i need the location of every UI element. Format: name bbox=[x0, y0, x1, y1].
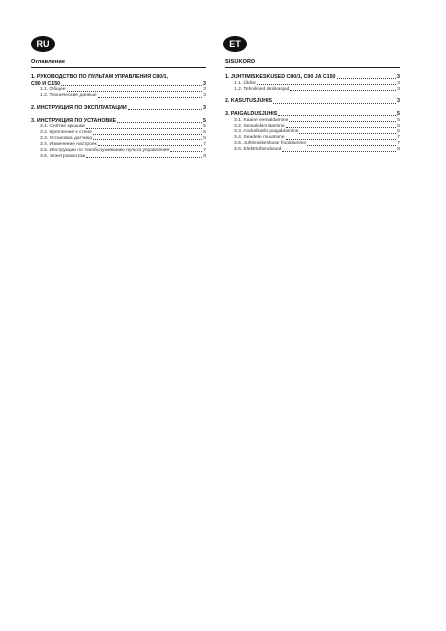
toc-page-number: 3 bbox=[397, 74, 400, 80]
dot-leader bbox=[282, 151, 396, 152]
dot-leader bbox=[86, 157, 202, 158]
toc-entry[interactable] bbox=[225, 74, 400, 81]
toc-entry[interactable] bbox=[225, 98, 400, 105]
toc-entry[interactable] bbox=[31, 105, 206, 112]
toc-entry-label: 3. ИНСТРУКЦИЯ ПО УСТАНОВКЕ bbox=[31, 117, 117, 124]
toc-section-ru-3 bbox=[31, 118, 206, 160]
toc-page-number: 8 bbox=[203, 153, 206, 159]
language-badge-ru: RU bbox=[31, 36, 55, 52]
toc-page-number: 5 bbox=[203, 136, 206, 141]
toc-entry-label-line1: 1. РУКОВОДСТВО ПО ПУЛЬТАМ УПРАВЛЕНИЯ C80/1, bbox=[31, 74, 169, 80]
toc-page-number: 5 bbox=[397, 111, 400, 117]
toc-subentry[interactable] bbox=[31, 93, 206, 99]
toc-entry-label: 1.2. Tehnilised üksikasjad bbox=[234, 86, 290, 92]
dot-leader bbox=[290, 90, 396, 91]
toc-title-et: SISUKORD bbox=[225, 59, 400, 68]
toc-entry-label: 3.6. Электромонтаж bbox=[40, 153, 86, 159]
toc-page-number: 7 bbox=[203, 147, 206, 153]
dot-leader bbox=[128, 109, 202, 110]
dot-leader bbox=[289, 121, 396, 122]
dot-leader bbox=[257, 84, 397, 85]
toc-entry-label: 2. ИНСТРУКЦИЯ ПО ЭКСПЛУАТАЦИИ bbox=[31, 105, 127, 111]
toc-entry-label: 1.2. Технические данные bbox=[40, 93, 97, 99]
toc-entry-label: 3.4. Изменение настроек bbox=[40, 141, 97, 147]
dot-leader bbox=[98, 97, 203, 98]
dot-leader bbox=[278, 115, 396, 116]
toc-section-ru-1 bbox=[31, 74, 206, 99]
toc-page-number: 3 bbox=[397, 86, 400, 92]
toc-entry-label: 3.1. Снятие крышки bbox=[40, 124, 85, 130]
dot-leader bbox=[286, 127, 397, 128]
dot-leader bbox=[117, 122, 202, 123]
dot-leader bbox=[286, 139, 397, 140]
toc-section-et-1 bbox=[225, 74, 400, 92]
toc-entry-label: C90 И C150 bbox=[31, 80, 61, 87]
toc-page-number: 5 bbox=[397, 129, 400, 135]
toc-page-number: 3 bbox=[203, 105, 206, 111]
toc-page-number: 5 bbox=[203, 124, 206, 130]
toc-entry-label: 3.6. Elektriühendused bbox=[234, 147, 282, 153]
dot-leader bbox=[98, 145, 203, 146]
toc-entry-label: 3.1. Kaane eemaldamine bbox=[234, 117, 289, 123]
toc-page-number: 3 bbox=[397, 80, 400, 86]
toc-page-number: 7 bbox=[203, 141, 206, 147]
dot-leader bbox=[93, 134, 202, 135]
dot-leader bbox=[61, 85, 202, 86]
toc-entry-label: 3.2. Seinalekinnitamine bbox=[234, 123, 285, 129]
dot-leader bbox=[93, 139, 202, 140]
toc-entry-label: 3. PAIGALDUSJUHIS bbox=[225, 111, 278, 117]
toc-subentry[interactable] bbox=[225, 87, 400, 93]
toc-page-number: 5 bbox=[203, 130, 206, 136]
toc-entry-label: 3.5. Juhtimiskeskuse hooldamine bbox=[234, 141, 307, 147]
toc-column-et bbox=[225, 36, 400, 153]
toc-entry-label: 3.3. Установка датчика bbox=[40, 136, 92, 141]
language-badge-et: ET bbox=[223, 36, 247, 52]
toc-page-number: 3 bbox=[203, 87, 206, 93]
dot-leader bbox=[67, 91, 203, 92]
toc-page-number: 5 bbox=[397, 123, 400, 129]
toc-page-number: 5 bbox=[203, 117, 206, 124]
toc-subentry[interactable] bbox=[31, 154, 206, 160]
toc-entry-label: 1.1. Общее bbox=[40, 87, 66, 93]
toc-entry-label: 3.2. Крепление к стене bbox=[40, 130, 92, 136]
toc-entry-label: 3.5. Инструкции по техобслуживанию пульта управления bbox=[40, 147, 170, 153]
toc-entry-label: 1. JUHTIMISKESKUSED C80/1, C90 JA C150 bbox=[225, 74, 336, 80]
toc-entry-label: 1.1. Üldist bbox=[234, 80, 256, 86]
toc-subentry[interactable] bbox=[225, 147, 400, 153]
toc-page-number: 3 bbox=[203, 93, 206, 99]
toc-section-et-3 bbox=[225, 111, 400, 153]
toc-page-number: 7 bbox=[397, 135, 400, 141]
toc-section-et-2 bbox=[225, 98, 400, 105]
toc-section-ru-2 bbox=[31, 105, 206, 112]
dot-leader bbox=[86, 128, 203, 129]
dot-leader bbox=[307, 145, 396, 146]
toc-entry-label: 3.4. Seadete muutmine bbox=[234, 135, 285, 141]
toc-page-number: 7 bbox=[397, 141, 400, 147]
toc-page-number: 8 bbox=[397, 147, 400, 153]
dot-leader bbox=[170, 151, 202, 152]
toc-entry[interactable] bbox=[225, 111, 400, 118]
toc-column-ru bbox=[31, 36, 206, 160]
dot-leader bbox=[273, 103, 396, 104]
toc-page-number: 5 bbox=[397, 117, 400, 123]
toc-page-number: 3 bbox=[397, 98, 400, 105]
toc-title-ru: Оглавление bbox=[31, 59, 206, 68]
toc-entry-label: 3.3. Andurikarbi paigaldamine bbox=[234, 129, 299, 135]
dot-leader bbox=[337, 78, 397, 79]
toc-entry-label: 2. KASUTUSJUHIS bbox=[225, 98, 273, 105]
dot-leader bbox=[299, 133, 396, 134]
toc-page-number: 3 bbox=[203, 80, 206, 87]
